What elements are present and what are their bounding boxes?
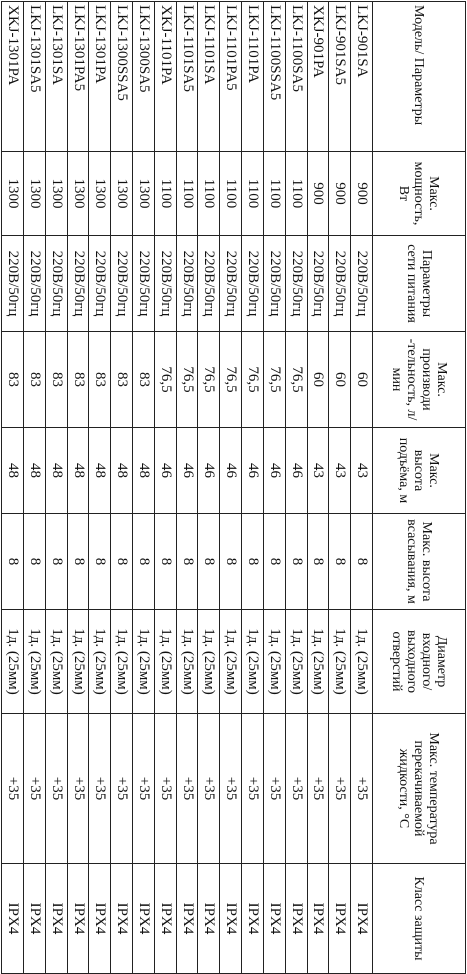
table-cell: 48 [67, 428, 89, 514]
table-row [198, 2, 220, 974]
table-cell: 83 [133, 332, 155, 428]
table-cell: 1д. (25мм) [133, 610, 155, 714]
table-cell: 48 [133, 428, 155, 514]
model-cell: LKJ-1100SSA5 [263, 2, 285, 152]
table-cell: 60 [307, 332, 329, 428]
table-cell: 1д. (25мм) [242, 610, 264, 714]
table-cell: 76,5 [220, 332, 242, 428]
table-cell: 8 [220, 514, 242, 610]
table-row [133, 2, 155, 974]
table-cell: 8 [329, 514, 351, 610]
table-cell: 220В/50гц [329, 236, 351, 332]
model-cell: LKJ-1101SA5 [176, 2, 198, 152]
table-cell: 48 [111, 428, 133, 514]
table-cell: 220В/50гц [154, 236, 176, 332]
table-cell: 48 [24, 428, 46, 514]
table-row [176, 2, 198, 974]
table-cell: +35 [67, 714, 89, 864]
model-cell: LKJ-1300SSA5 [111, 2, 133, 152]
table-cell: 1д. (25мм) [154, 610, 176, 714]
table-row [285, 2, 307, 974]
table-cell: 1д. (25мм) [307, 610, 329, 714]
table-cell: 8 [133, 514, 155, 610]
table-cell: IPX4 [133, 864, 155, 974]
table-cell: 76,5 [154, 332, 176, 428]
table-cell: IPX4 [198, 864, 220, 974]
model-cell: LKJ-1101SA [198, 2, 220, 152]
table-cell: 83 [2, 332, 24, 428]
header-cell: Макс. высота подъёма, м [373, 428, 466, 514]
table-cell: 1300 [67, 152, 89, 236]
table-cell: IPX4 [307, 864, 329, 974]
table-cell: 8 [111, 514, 133, 610]
table-cell: 900 [329, 152, 351, 236]
header-cell: Макс. мощность, Вт [373, 152, 466, 236]
table-cell: 60 [351, 332, 373, 428]
table-cell: +35 [24, 714, 46, 864]
table-cell: 1д. (25мм) [220, 610, 242, 714]
table-cell: 46 [285, 428, 307, 514]
table-row [263, 2, 285, 974]
table-cell: IPX4 [67, 864, 89, 974]
table-cell: +35 [285, 714, 307, 864]
table-cell: 1д. (25мм) [2, 610, 24, 714]
table-cell: 83 [45, 332, 67, 428]
table-row [307, 2, 329, 974]
table-cell: 48 [2, 428, 24, 514]
table-cell: 46 [263, 428, 285, 514]
table-cell: 220В/50гц [285, 236, 307, 332]
table-cell: +35 [111, 714, 133, 864]
table-cell: 1100 [285, 152, 307, 236]
table-cell: 220В/50гц [198, 236, 220, 332]
table-cell: IPX4 [263, 864, 285, 974]
table-cell: 1д. (25мм) [45, 610, 67, 714]
table-cell: 900 [351, 152, 373, 236]
table-cell: 48 [45, 428, 67, 514]
table-cell: +35 [329, 714, 351, 864]
table-cell: 8 [351, 514, 373, 610]
table-cell: +35 [198, 714, 220, 864]
table-cell: 8 [2, 514, 24, 610]
table-cell: 220В/50гц [111, 236, 133, 332]
model-cell: LKJ-1101PA5 [220, 2, 242, 152]
table-cell: +35 [242, 714, 264, 864]
model-cell: LKJ-1100SA5 [285, 2, 307, 152]
table-cell: 220В/50гц [89, 236, 111, 332]
table-cell: 8 [242, 514, 264, 610]
header-cell: Диаметр входного/ выходного отверстий [373, 610, 466, 714]
table-cell: 1д. (25мм) [198, 610, 220, 714]
model-cell: LKJ-1101PA [242, 2, 264, 152]
table-cell: 8 [263, 514, 285, 610]
table-cell: 76,5 [263, 332, 285, 428]
table-row [220, 2, 242, 974]
table-cell: IPX4 [89, 864, 111, 974]
header-cell: Класс защиты [373, 864, 466, 974]
table-cell: IPX4 [351, 864, 373, 974]
table-cell: 8 [154, 514, 176, 610]
table-cell: 43 [307, 428, 329, 514]
table-cell: +35 [2, 714, 24, 864]
model-cell: LKJ-1301PA [89, 2, 111, 152]
header-row [373, 2, 466, 974]
header-cell: Макс. температура перекачиваемой жидкости, °С [373, 714, 466, 864]
table-cell: 48 [89, 428, 111, 514]
table-cell: 1300 [2, 152, 24, 236]
table-cell: IPX4 [45, 864, 67, 974]
table-cell: 1д. (25мм) [263, 610, 285, 714]
table-cell: +35 [351, 714, 373, 864]
table-cell: 8 [89, 514, 111, 610]
table-cell: 1100 [198, 152, 220, 236]
table-cell: IPX4 [24, 864, 46, 974]
table-cell: 46 [176, 428, 198, 514]
table-cell: 220В/50гц [67, 236, 89, 332]
table-cell: 1д. (25мм) [329, 610, 351, 714]
table-cell: 8 [45, 514, 67, 610]
table-cell: 1100 [242, 152, 264, 236]
table-cell: 8 [24, 514, 46, 610]
header-cell: Макс. производи -тельность, л/мин [373, 332, 466, 428]
header-cell: Макс. высота всасывания, м [373, 514, 466, 610]
table-cell: 220В/50гц [45, 236, 67, 332]
table-cell: 1300 [24, 152, 46, 236]
table-cell: 83 [24, 332, 46, 428]
table-cell: +35 [307, 714, 329, 864]
table-row [154, 2, 176, 974]
model-cell: LKJ-901SA5 [329, 2, 351, 152]
table-cell: 43 [351, 428, 373, 514]
table-cell: 46 [198, 428, 220, 514]
table-row [89, 2, 111, 974]
specs-table [1, 1, 466, 974]
table-cell: IPX4 [154, 864, 176, 974]
table-cell: IPX4 [329, 864, 351, 974]
table-cell: 220В/50гц [263, 236, 285, 332]
model-cell: LKJ-1301SA [45, 2, 67, 152]
table-cell: 83 [67, 332, 89, 428]
table-cell: 83 [89, 332, 111, 428]
model-cell: LKJ-1301PA5 [67, 2, 89, 152]
table-cell: +35 [176, 714, 198, 864]
table-cell: 220В/50гц [307, 236, 329, 332]
header-cell: Модель/ Параметры [373, 2, 466, 152]
table-row [2, 2, 24, 974]
table-cell: 1300 [111, 152, 133, 236]
table-cell: 1300 [89, 152, 111, 236]
table-cell: 46 [242, 428, 264, 514]
table-cell: IPX4 [242, 864, 264, 974]
table-cell: 8 [198, 514, 220, 610]
table-cell: 900 [307, 152, 329, 236]
table-cell: 220В/50гц [220, 236, 242, 332]
table-cell: 1д. (25мм) [24, 610, 46, 714]
table-cell: 1100 [154, 152, 176, 236]
table-cell: 43 [329, 428, 351, 514]
table-cell: 8 [67, 514, 89, 610]
table-cell: 8 [285, 514, 307, 610]
table-cell: 220В/50гц [2, 236, 24, 332]
table-cell: 1д. (25мм) [285, 610, 307, 714]
table-cell: +35 [154, 714, 176, 864]
table-row [45, 2, 67, 974]
table-row [67, 2, 89, 974]
model-cell: XKJ-1101PA [154, 2, 176, 152]
table-cell: 76,5 [198, 332, 220, 428]
table-cell: IPX4 [2, 864, 24, 974]
header-cell: Параметры сети питания [373, 236, 466, 332]
table-cell: 8 [307, 514, 329, 610]
table-cell: 1д. (25мм) [351, 610, 373, 714]
table-cell: 1300 [45, 152, 67, 236]
table-cell: IPX4 [285, 864, 307, 974]
model-cell: XKJ-1301PA [2, 2, 24, 152]
table-cell: 76,5 [242, 332, 264, 428]
table-row [24, 2, 46, 974]
table-cell: 76,5 [176, 332, 198, 428]
table-cell: 1д. (25мм) [89, 610, 111, 714]
table-cell: 1д. (25мм) [111, 610, 133, 714]
model-cell: XKJ-901PA [307, 2, 329, 152]
table-cell: 8 [176, 514, 198, 610]
table-cell: 83 [111, 332, 133, 428]
model-cell: LKJ-901SA [351, 2, 373, 152]
table-cell: 220В/50гц [133, 236, 155, 332]
table-cell: 220В/50гц [176, 236, 198, 332]
table-cell: +35 [133, 714, 155, 864]
model-cell: LKJ-1301SA5 [24, 2, 46, 152]
table-cell: 220В/50гц [242, 236, 264, 332]
model-cell: LKJ-1300SA5 [133, 2, 155, 152]
table-cell: 1100 [220, 152, 242, 236]
table-cell: +35 [220, 714, 242, 864]
table-body [2, 2, 373, 974]
table-cell: 1300 [133, 152, 155, 236]
table-cell: IPX4 [176, 864, 198, 974]
table-cell: +35 [263, 714, 285, 864]
table-row [329, 2, 351, 974]
table-cell: IPX4 [111, 864, 133, 974]
table-cell: 220В/50гц [351, 236, 373, 332]
table-cell: 46 [220, 428, 242, 514]
table-row [351, 2, 373, 974]
table-row [111, 2, 133, 974]
table-cell: 1д. (25мм) [176, 610, 198, 714]
table-cell: 1100 [176, 152, 198, 236]
table-cell: 1100 [263, 152, 285, 236]
table-cell: 60 [329, 332, 351, 428]
table-cell: 1д. (25мм) [67, 610, 89, 714]
table-row [242, 2, 264, 974]
table-cell: IPX4 [220, 864, 242, 974]
table-cell: 76,5 [285, 332, 307, 428]
table-cell: +35 [89, 714, 111, 864]
table-cell: +35 [45, 714, 67, 864]
table-cell: 220В/50гц [24, 236, 46, 332]
table-cell: 46 [154, 428, 176, 514]
